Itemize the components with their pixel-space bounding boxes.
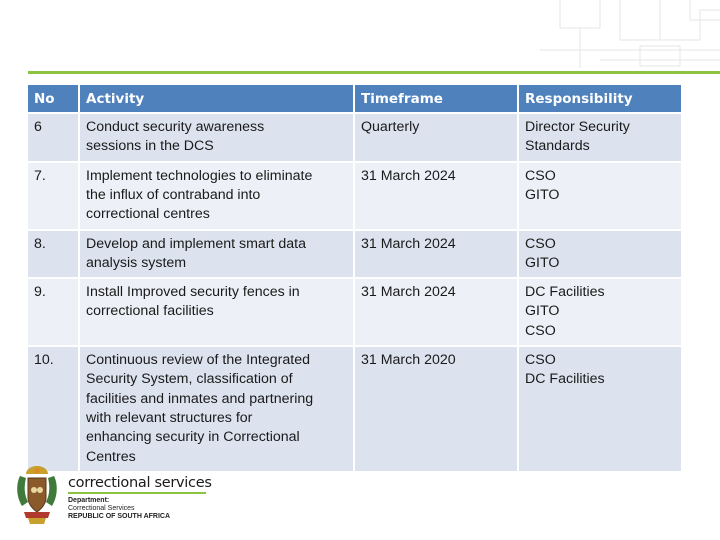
activity-text-line: Centres xyxy=(86,448,136,465)
activity-text-line: correctional centres xyxy=(86,206,210,223)
table-row xyxy=(28,231,681,278)
table-header-row xyxy=(28,85,681,112)
dept-label: Department: xyxy=(68,497,110,504)
responsibility-text-line: CSO xyxy=(525,352,556,369)
timeframe-cell: 31 March 2024 xyxy=(355,279,517,345)
responsibility-text-line: GITO xyxy=(525,303,560,320)
responsibility-text-line: GITO xyxy=(525,254,560,271)
timeframe-cell: 31 March 2024 xyxy=(355,231,517,278)
dept-name: Correctional Services xyxy=(68,505,135,512)
responsibility-text-line: CSO xyxy=(525,322,556,339)
activity-text-line: Continuous review of the Integrated xyxy=(86,352,310,369)
row-number: 7. xyxy=(28,163,78,229)
row-number: 6 xyxy=(28,114,78,161)
responsibility-text-line: CSO xyxy=(525,167,556,184)
responsibility-text-line: DC Facilities xyxy=(525,284,605,301)
activity-cell xyxy=(80,114,353,161)
department-text xyxy=(68,497,170,521)
responsibility-cell xyxy=(519,114,681,161)
blueprint-background xyxy=(0,0,720,75)
activity-text-line: facilities and inmates and partnering xyxy=(86,390,314,407)
timeframe-cell: Quarterly xyxy=(355,114,517,161)
header-no: No xyxy=(28,85,78,112)
header-responsibility: Responsibility xyxy=(519,85,681,112)
row-number: 8. xyxy=(28,231,78,278)
security-activities-table xyxy=(26,83,683,473)
responsibility-text-line: Standards xyxy=(525,138,590,155)
responsibility-text-line: DC Facilities xyxy=(525,371,605,388)
header-timeframe: Timeframe xyxy=(355,85,517,112)
row-number: 10. xyxy=(28,347,78,471)
timeframe-cell: 31 March 2024 xyxy=(355,163,517,229)
activity-text-line: Implement technologies to eliminate xyxy=(86,167,313,184)
activity-text-line: correctional facilities xyxy=(86,303,214,320)
brand-name: correctional services xyxy=(68,475,212,491)
activity-text-line: sessions in the DCS xyxy=(86,138,214,155)
responsibility-text-line: Director Security xyxy=(525,119,630,135)
header-divider-line xyxy=(28,71,720,74)
activity-cell xyxy=(80,279,353,345)
country-name: REPUBLIC OF SOUTH AFRICA xyxy=(68,513,171,520)
activity-text-line: Conduct security awareness xyxy=(86,119,265,135)
timeframe-cell: 31 March 2020 xyxy=(355,347,517,471)
activity-cell xyxy=(80,347,353,471)
coat-of-arms-icon xyxy=(12,462,62,526)
activity-text-line: Security System, classification of xyxy=(86,371,293,388)
table-row xyxy=(28,279,681,345)
row-number: 9. xyxy=(28,279,78,345)
activity-text-line: the influx of contraband into xyxy=(86,186,261,203)
responsibility-text-line: CSO xyxy=(525,235,556,252)
activity-cell xyxy=(80,231,353,278)
table-row xyxy=(28,347,681,471)
table-row xyxy=(28,114,681,161)
department-logo xyxy=(12,462,212,528)
responsibility-cell xyxy=(519,163,681,229)
responsibility-cell xyxy=(519,347,681,471)
header-activity: Activity xyxy=(80,85,353,112)
activity-text-line: analysis system xyxy=(86,254,187,271)
table-row xyxy=(28,163,681,229)
activity-cell xyxy=(80,163,353,229)
responsibility-cell xyxy=(519,279,681,345)
activity-text-line: enhancing security in Correctional xyxy=(86,429,300,446)
activity-text-line: with relevant structures for xyxy=(86,410,253,427)
brand-underline xyxy=(68,492,206,494)
activity-text-line: Install Improved security fences in xyxy=(86,284,300,301)
activity-text-line: Develop and implement smart data xyxy=(86,235,307,252)
responsibility-text-line: GITO xyxy=(525,186,560,203)
responsibility-cell xyxy=(519,231,681,278)
